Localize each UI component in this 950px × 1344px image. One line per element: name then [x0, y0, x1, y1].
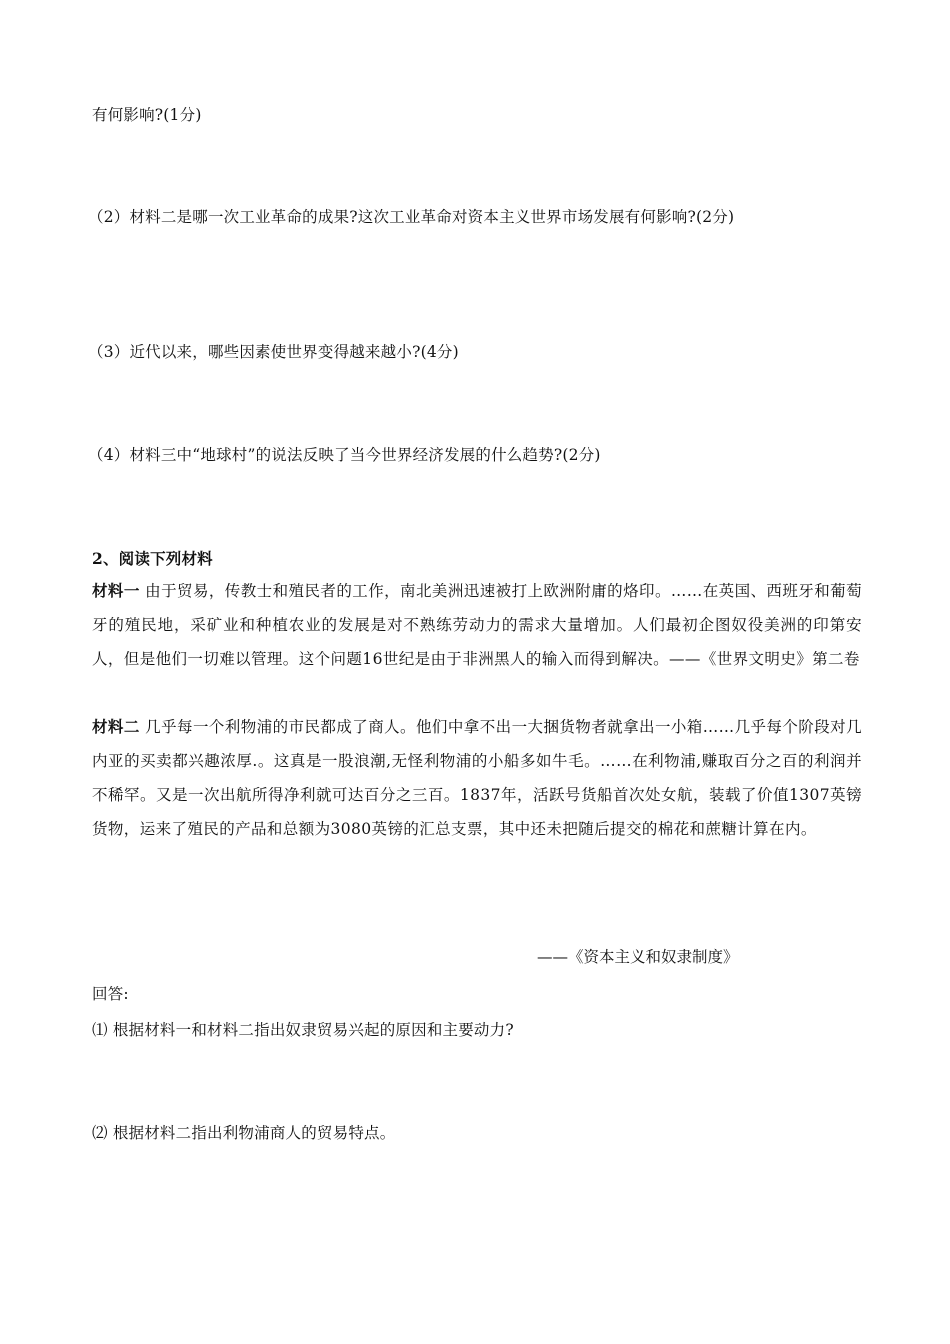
- question-1-4: （4）材料三中“地球村”的说法反映了当今世界经济发展的什么趋势?(2分): [88, 446, 601, 464]
- question-2-1: ⑴ 根据材料一和材料二指出奴隶贸易兴起的原因和主要动力?: [92, 1021, 514, 1039]
- answer-label: 回答:: [92, 985, 129, 1003]
- material-2: [92, 710, 862, 846]
- question-2-title: 2、阅读下列材料: [92, 549, 213, 568]
- material-2-source: ——《资本主义和奴隶制度》: [537, 948, 739, 966]
- material-2-label: 材料二: [92, 717, 140, 736]
- material-1: [92, 574, 862, 676]
- question-1-3: （3）近代以来，哪些因素使世界变得越来越小?(4分): [88, 343, 459, 361]
- question-1-2: （2）材料二是哪一次工业革命的成果?这次工业革命对资本主义世界市场发展有何影响?(2分): [88, 208, 735, 226]
- question-1-1-tail: 有何影响?(1分): [92, 106, 202, 124]
- material-1-label: 材料一: [92, 581, 140, 600]
- question-2-2: ⑵ 根据材料二指出利物浦商人的贸易特点。: [92, 1124, 396, 1142]
- material-1-text: 由于贸易，传教士和殖民者的工作，南北美洲迅速被打上欧洲附庸的烙印。……在英国、西班牙和葡萄牙的殖民地，采矿业和种植农业的发展是对不熟练劳动力的需求大量增加。人们最初企图奴役美洲的印第安人，但是他们一切难以管理。这个问题16世纪是由于非洲黑人的输入而得到解决。——《世界文明史》第二卷: [92, 582, 862, 668]
- material-2-text: 几乎每一个利物浦的市民都成了商人。他们中拿不出一大捆货物者就拿出一小箱……几乎每个阶段对几内亚的买卖都兴趣浓厚.。这真是一股浪潮,无怪利物浦的小船多如牛毛。……在利物浦,赚取百分之百的利润并不稀罕。又是一次出航所得净利就可达百分之三百。1837年，活跃号货船首次处女航，装载了价值1307英镑货物，运来了殖民的产品和总额为3080英镑的汇总支票，其中还未把随后提交的棉花和蔗糖计算在内。: [92, 718, 862, 838]
